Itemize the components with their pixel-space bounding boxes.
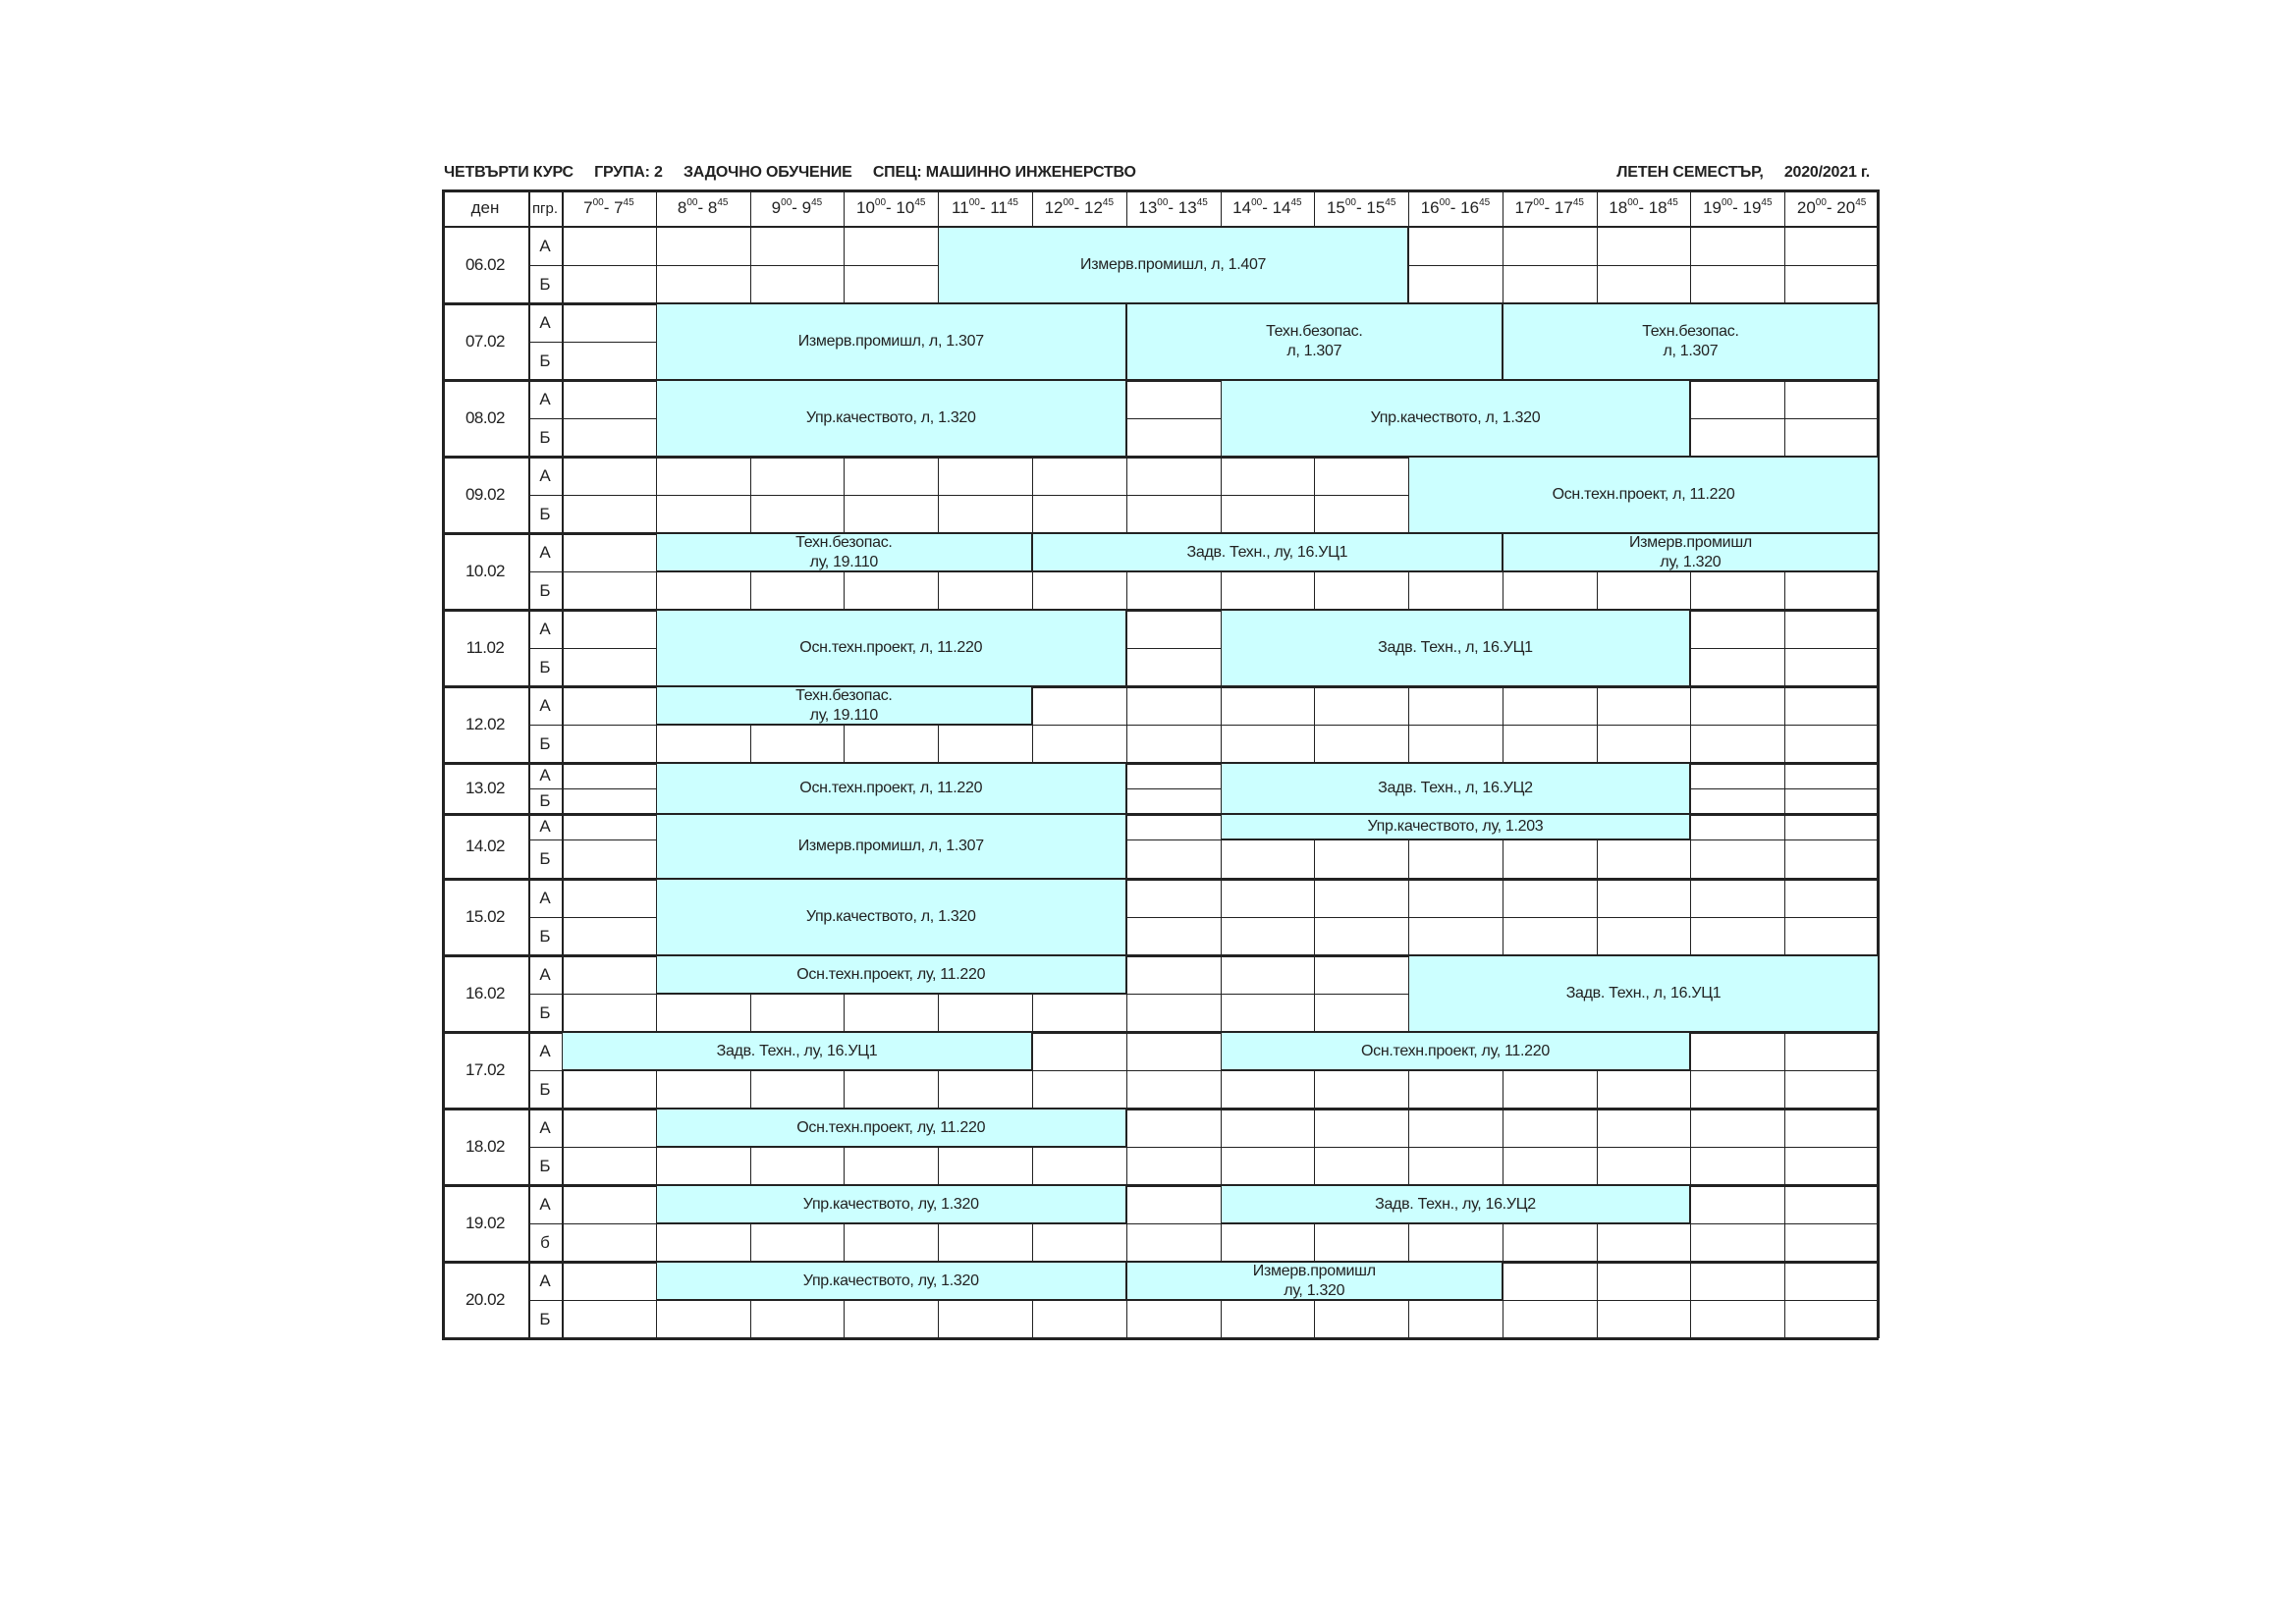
grid-line — [528, 1300, 1879, 1301]
class-block-text: Осн.техн.проект, лу, 11.220 — [1360, 1042, 1550, 1059]
subgroup-a-cell: А — [539, 1041, 551, 1060]
class-block[interactable] — [1503, 533, 1879, 571]
subgroup-b-cell: Б — [539, 1002, 551, 1022]
day-cell: 11.02 — [465, 638, 505, 657]
class-block[interactable] — [656, 879, 1126, 955]
grid-line — [528, 725, 1879, 726]
subgroup-a-cell: А — [539, 964, 551, 984]
day-cell: 17.02 — [465, 1060, 506, 1079]
class-block-text: Осн.техн.проект, лу, 11.220 — [796, 1118, 986, 1136]
day-cell: 06.02 — [465, 255, 506, 274]
column-header-timeslot: 11 $^{00}$ - 11 $^{45}$ — [952, 196, 1018, 217]
subgroup-a-cell: А — [539, 542, 551, 562]
column-header-timeslot: 14 $^{00}$ - 14 $^{45}$ — [1232, 196, 1302, 217]
class-block-text: лу, 19.110 — [809, 553, 879, 570]
class-block-text: Упр.качеството, л, 1.320 — [1370, 409, 1541, 426]
grid-line — [528, 189, 530, 1338]
day-cell: 10.02 — [465, 562, 506, 580]
class-block[interactable] — [1126, 303, 1503, 380]
class-block-text: Измерв.промишл — [1628, 533, 1752, 551]
day-cell: 13.02 — [465, 779, 506, 797]
class-block[interactable] — [656, 814, 1126, 879]
class-block-text: Упр.качеството, лу, 1.203 — [1367, 818, 1544, 835]
day-cell: 16.02 — [465, 984, 506, 1002]
subgroup-a-cell: А — [539, 619, 551, 638]
class-block[interactable] — [1221, 1032, 1691, 1070]
column-header-timeslot: 7 $^{00}$ - 7 $^{45}$ — [583, 196, 634, 217]
grid-line — [442, 189, 1879, 192]
class-block[interactable] — [656, 955, 1126, 994]
column-header-timeslot: 16 $^{00}$ - 16 $^{45}$ — [1420, 196, 1491, 217]
subgroup-b-cell: Б — [539, 657, 551, 677]
column-header-timeslot: 19 $^{00}$ - 19 $^{45}$ — [1703, 196, 1773, 217]
subgroup-b-cell: Б — [539, 926, 551, 946]
class-block-text: Осн.техн.проект, л, 11.220 — [799, 780, 983, 796]
class-block-text: Техн.безопас. — [1266, 323, 1363, 340]
subgroup-b-cell: Б — [539, 791, 551, 810]
column-header-timeslot: 20 $^{00}$ - 20 $^{45}$ — [1796, 196, 1867, 217]
schedule-header-right: ЛЕТЕН СЕМЕСТЪР, 2020/2021 г. — [1616, 164, 1870, 181]
subgroup-a-cell: А — [539, 766, 551, 785]
class-block-text: Задв. Техн., лу, 16.УЦ1 — [716, 1042, 878, 1059]
day-cell: 15.02 — [465, 907, 506, 926]
subgroup-a-cell: А — [539, 1271, 551, 1290]
class-block-text: Задв. Техн., лу, 16.УЦ1 — [1186, 543, 1348, 561]
class-block[interactable] — [656, 1185, 1126, 1223]
day-cell: 14.02 — [465, 837, 506, 855]
class-block[interactable] — [938, 227, 1408, 303]
class-block-text: Задв. Техн., л, 16.УЦ1 — [1565, 985, 1722, 1001]
subgroup-b-cell: Б — [539, 427, 551, 447]
column-header-timeslot: 8 $^{00}$ - 8 $^{45}$ — [677, 196, 729, 217]
class-block-text: Осн.техн.проект, л, 11.220 — [1552, 486, 1735, 503]
class-block[interactable] — [656, 686, 1032, 725]
class-block[interactable] — [1408, 457, 1879, 533]
class-block[interactable] — [1126, 1262, 1503, 1300]
subgroup-b-cell: Б — [539, 580, 551, 600]
class-block-text: Упр.качеството, л, 1.320 — [805, 908, 976, 925]
day-cell: 20.02 — [465, 1290, 506, 1309]
class-block[interactable] — [656, 1262, 1126, 1300]
column-header-timeslot: 12 $^{00}$ - 12 $^{45}$ — [1044, 196, 1115, 217]
class-block[interactable] — [562, 1032, 1032, 1070]
grid-line — [528, 1070, 1879, 1071]
class-block[interactable] — [1221, 763, 1691, 814]
class-block[interactable] — [656, 533, 1032, 571]
class-block-text: Упр.качеството, лу, 1.320 — [802, 1272, 979, 1289]
day-cell: 07.02 — [465, 332, 506, 351]
subgroup-a-cell: А — [539, 236, 551, 255]
class-block-text: лу, 19.110 — [809, 706, 879, 724]
schedule-header-left: ЧЕТВЪРТИ КУРС ГРУПА: 2 ЗАДОЧНО ОБУЧЕНИЕ СПЕЦ: МАШИННО ИНЖЕНЕРСТВО — [444, 164, 1136, 181]
class-block-text: л, 1.307 — [1286, 343, 1342, 359]
class-block-text: Измерв.промишл, л, 1.307 — [797, 838, 984, 854]
class-block-text: лу, 1.320 — [1284, 1281, 1345, 1299]
day-cell: 09.02 — [465, 485, 506, 504]
column-header-timeslot: 13 $^{00}$ - 13 $^{45}$ — [1138, 196, 1208, 217]
column-header-timeslot: 10 $^{00}$ - 10 $^{45}$ — [856, 196, 926, 217]
class-block-text: Задв. Техн., л, 16.УЦ1 — [1378, 639, 1533, 656]
class-block-text: Осн.техн.проект, л, 11.220 — [799, 639, 983, 656]
day-cell: 12.02 — [465, 715, 506, 733]
subgroup-b-cell: Б — [539, 504, 551, 523]
subgroup-a-cell: А — [539, 1194, 551, 1214]
subgroup-a-cell: А — [539, 312, 551, 332]
class-block-text: Измерв.промишл, л, 1.307 — [797, 333, 984, 350]
subgroup-b-cell: Б — [539, 1309, 551, 1328]
class-block[interactable] — [1221, 380, 1691, 457]
day-cell: 08.02 — [465, 408, 506, 427]
column-header-day: ден — [470, 198, 500, 217]
class-block-text: Задв. Техн., лу, 16.УЦ2 — [1375, 1195, 1536, 1213]
subgroup-b-cell: Б — [539, 1079, 551, 1099]
subgroup-a-cell: А — [539, 1117, 551, 1137]
class-block[interactable] — [1408, 955, 1879, 1032]
column-header-subgroup: пгр. — [531, 199, 559, 217]
class-block-text: Измерв.промишл, л, 1.407 — [1080, 256, 1267, 273]
column-header-timeslot: 17 $^{00}$ - 17 $^{45}$ — [1514, 196, 1584, 217]
grid-line — [442, 1337, 1879, 1340]
column-header-timeslot: 15 $^{00}$ - 15 $^{45}$ — [1326, 196, 1396, 217]
class-block[interactable] — [656, 610, 1126, 686]
class-block[interactable] — [656, 303, 1126, 380]
grid-line — [528, 1147, 1879, 1148]
class-block-text: л, 1.307 — [1663, 343, 1719, 359]
class-block-text: Осн.техн.проект, лу, 11.220 — [796, 965, 986, 983]
class-block-text: Задв. Техн., л, 16.УЦ2 — [1378, 780, 1533, 796]
grid-line — [442, 189, 445, 1338]
subgroup-a-cell: А — [539, 888, 551, 907]
subgroup-b-cell: Б — [539, 351, 551, 370]
subgroup-b-cell: Б — [539, 1156, 551, 1175]
class-block-text: Техн.безопас. — [795, 686, 893, 704]
subgroup-a-cell: А — [539, 817, 551, 836]
class-block[interactable] — [1221, 610, 1691, 686]
class-block-text: Техн.безопас. — [795, 533, 893, 551]
subgroup-b-cell: Б — [539, 733, 551, 753]
class-block-text: лу, 1.320 — [1660, 553, 1722, 570]
class-block[interactable] — [1221, 1185, 1691, 1223]
subgroup-a-cell: А — [539, 695, 551, 715]
class-block[interactable] — [656, 1109, 1126, 1147]
day-cell: 18.02 — [465, 1137, 506, 1156]
class-block-text: Измерв.промишл — [1252, 1262, 1376, 1279]
class-block-text: Упр.качеството, лу, 1.320 — [802, 1195, 979, 1213]
class-block-text: Техн.безопас. — [1642, 323, 1739, 340]
class-block[interactable] — [1221, 814, 1691, 839]
column-header-timeslot: 9 $^{00}$ - 9 $^{45}$ — [771, 196, 823, 217]
class-block[interactable] — [1503, 303, 1879, 380]
class-block-text: Упр.качеството, л, 1.320 — [805, 409, 976, 426]
grid-line — [562, 189, 564, 1338]
class-block[interactable] — [1032, 533, 1503, 571]
subgroup-a-cell: А — [539, 465, 551, 485]
class-block[interactable] — [656, 380, 1126, 457]
day-cell: 19.02 — [465, 1214, 506, 1232]
subgroup-b-cell: Б — [539, 274, 551, 294]
column-header-timeslot: 18 $^{00}$ - 18 $^{45}$ — [1609, 196, 1678, 217]
subgroup-b-cell: б — [540, 1232, 550, 1252]
subgroup-a-cell: А — [539, 389, 551, 408]
subgroup-b-cell: Б — [539, 849, 551, 868]
grid-line — [528, 1223, 1879, 1224]
class-block[interactable] — [656, 763, 1126, 814]
